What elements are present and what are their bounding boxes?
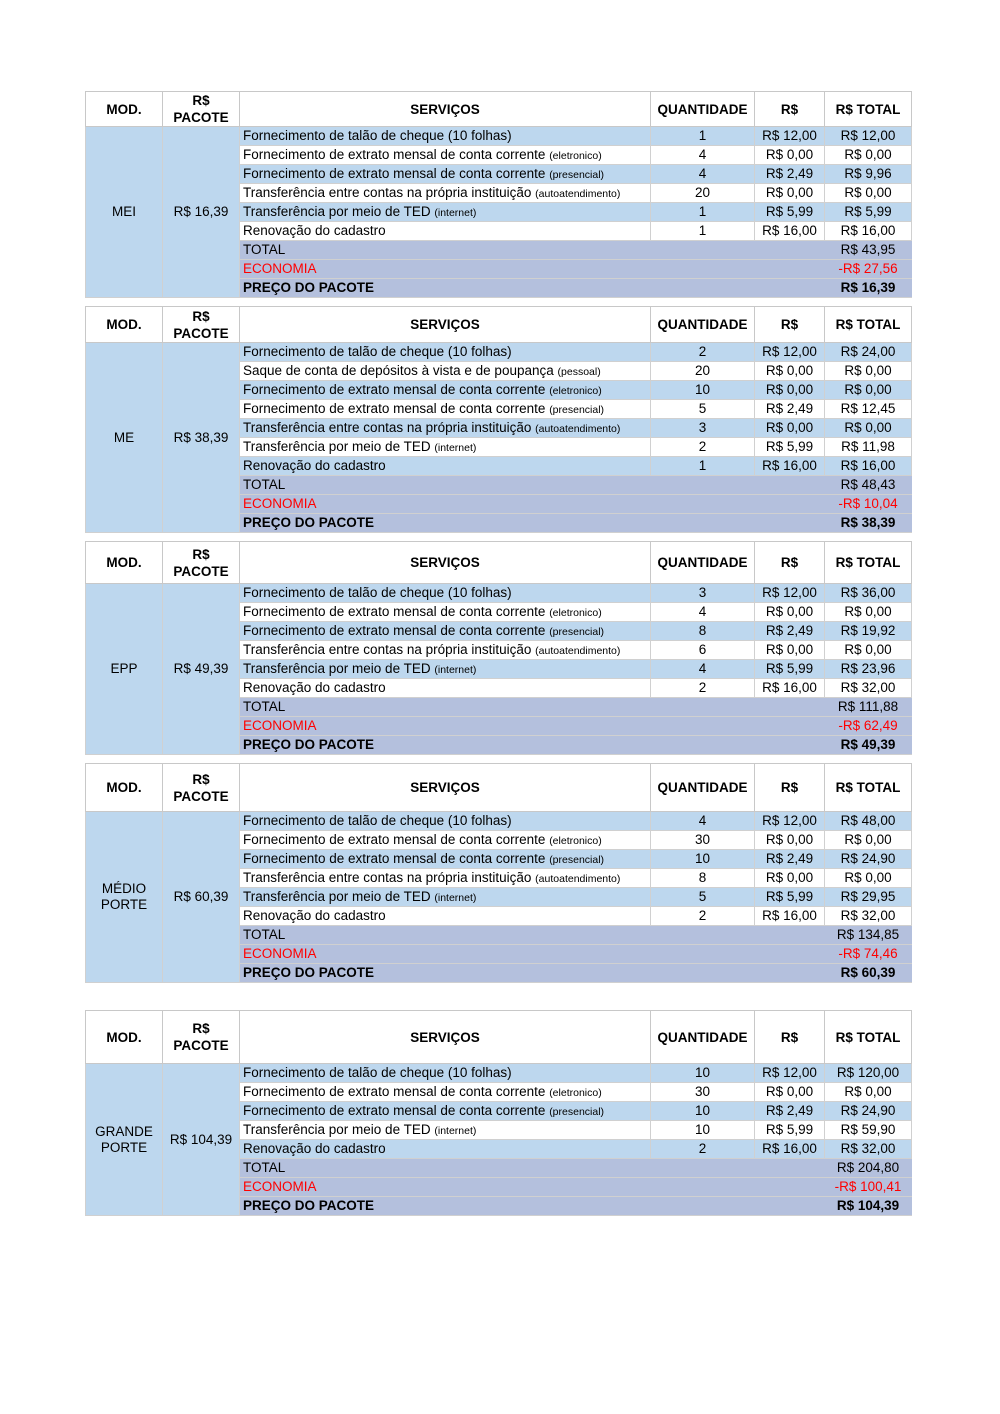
service-cell [240,146,651,165]
economia-row-label: ECONOMIA [240,717,825,736]
unit-price-cell: R$ 16,00 [755,907,825,926]
row-total-cell: R$ 0,00 [825,362,912,381]
row-total-cell: R$ 0,00 [825,419,912,438]
service-name: Transferência entre contas na própria instituição [243,184,532,200]
unit-price-cell: R$ 0,00 [755,362,825,381]
mod-label: EPP [86,584,163,755]
service-cell [240,641,651,660]
package-table-3 [85,763,912,983]
quantity-cell: 20 [651,362,755,381]
table-row [86,812,912,831]
service-cell [240,343,651,362]
row-total-cell: R$ 0,00 [825,641,912,660]
unit-price-cell: R$ 0,00 [755,869,825,888]
service-note: (eletronico) [549,606,602,619]
economia-row-value: -R$ 10,04 [825,495,912,514]
row-total-cell: R$ 5,99 [825,203,912,222]
header-total: R$ TOTAL [825,307,912,343]
preco-pacote-row-value: R$ 60,39 [825,964,912,983]
unit-price-cell: R$ 12,00 [755,343,825,362]
header-mod: MOD. [86,92,163,127]
service-name: Fornecimento de extrato mensal de conta corrente [243,603,546,619]
service-note: (eletronico) [549,149,602,162]
service-cell [240,362,651,381]
unit-price-cell: R$ 2,49 [755,622,825,641]
service-note: (presencial) [549,403,605,416]
service-name: Transferência entre contas na própria instituição [243,419,532,435]
quantity-cell: 1 [651,127,755,146]
service-name: Fornecimento de extrato mensal de conta corrente [243,850,546,866]
table-header-row [86,764,912,812]
service-cell [240,622,651,641]
header-pacote: R$ PACOTE [163,542,240,584]
service-note: (pessoal) [557,365,601,378]
service-note: (eletronico) [549,834,602,847]
service-note: (eletronico) [549,384,602,397]
service-name: Fornecimento de extrato mensal de conta corrente [243,1102,546,1118]
unit-price-cell: R$ 5,99 [755,1121,825,1140]
unit-price-cell: R$ 5,99 [755,438,825,457]
row-total-cell: R$ 0,00 [825,831,912,850]
economia-row-value: -R$ 62,49 [825,717,912,736]
row-total-cell: R$ 24,90 [825,850,912,869]
quantity-cell: 2 [651,1140,755,1159]
economia-row-value: -R$ 100,41 [825,1178,912,1197]
service-cell [240,888,651,907]
unit-price-cell: R$ 2,49 [755,850,825,869]
service-note: (internet) [434,891,477,904]
table-row [86,343,912,362]
service-cell [240,1064,651,1083]
row-total-cell: R$ 32,00 [825,1140,912,1159]
row-total-cell: R$ 16,00 [825,457,912,476]
row-total-cell: R$ 12,45 [825,400,912,419]
service-note: (autoatendimento) [535,422,621,435]
row-total-cell: R$ 59,90 [825,1121,912,1140]
total-row-value: R$ 43,95 [825,241,912,260]
package-table-2 [85,541,912,755]
table-row [86,584,912,603]
service-name: Renovação do cadastro [243,908,386,923]
service-cell [240,660,651,679]
row-total-cell: R$ 16,00 [825,222,912,241]
service-name: Transferência entre contas na própria instituição [243,869,532,885]
row-total-cell: R$ 120,00 [825,1064,912,1083]
service-note: (internet) [434,1124,477,1137]
unit-price-cell: R$ 0,00 [755,831,825,850]
quantity-cell: 2 [651,679,755,698]
total-row-label: TOTAL [240,926,825,945]
pacote-price: R$ 60,39 [163,812,240,983]
unit-price-cell: R$ 0,00 [755,146,825,165]
quantity-cell: 30 [651,1083,755,1102]
service-name: Transferência por meio de TED [243,438,431,454]
service-cell [240,869,651,888]
header-quantidade: QUANTIDADE [651,92,755,127]
unit-price-cell: R$ 0,00 [755,419,825,438]
quantity-cell: 1 [651,203,755,222]
total-row-label: TOTAL [240,1159,825,1178]
unit-price-cell: R$ 2,49 [755,400,825,419]
service-name: Fornecimento de extrato mensal de conta corrente [243,622,546,638]
row-total-cell: R$ 24,00 [825,343,912,362]
service-note: (presencial) [549,625,605,638]
quantity-cell: 4 [651,165,755,184]
quantity-cell: 1 [651,457,755,476]
service-cell [240,457,651,476]
quantity-cell: 10 [651,1121,755,1140]
total-row-label: TOTAL [240,698,825,717]
quantity-cell: 5 [651,888,755,907]
mod-label: GRANDE PORTE [86,1064,163,1216]
table-header-row [86,307,912,343]
service-name: Renovação do cadastro [243,680,386,695]
unit-price-cell: R$ 2,49 [755,1102,825,1121]
service-cell [240,184,651,203]
service-name: Renovação do cadastro [243,223,386,238]
unit-price-cell: R$ 2,49 [755,165,825,184]
mod-label: MEI [86,127,163,298]
preco-pacote-row-label: PREÇO DO PACOTE [240,1197,825,1216]
service-name: Fornecimento de extrato mensal de conta corrente [243,381,546,397]
header-servicos: SERVIÇOS [240,307,651,343]
service-note: (autoatendimento) [535,644,621,657]
header-preco: R$ [755,307,825,343]
header-pacote: R$ PACOTE [163,307,240,343]
quantity-cell: 3 [651,419,755,438]
mod-label: MÉDIO PORTE [86,812,163,983]
service-cell [240,400,651,419]
total-row-value: R$ 111,88 [825,698,912,717]
quantity-cell: 5 [651,400,755,419]
header-total: R$ TOTAL [825,1011,912,1064]
header-preco: R$ [755,542,825,584]
service-note: (internet) [434,206,477,219]
header-mod: MOD. [86,1011,163,1064]
preco-pacote-row-value: R$ 16,39 [825,279,912,298]
header-total: R$ TOTAL [825,92,912,127]
service-cell [240,679,651,698]
service-cell [240,419,651,438]
service-cell [240,127,651,146]
header-quantidade: QUANTIDADE [651,1011,755,1064]
service-cell [240,812,651,831]
service-note: (internet) [434,663,477,676]
service-name: Saque de conta de depósitos à vista e de poupança [243,362,554,378]
service-note: (presencial) [549,168,605,181]
row-total-cell: R$ 11,98 [825,438,912,457]
quantity-cell: 4 [651,812,755,831]
service-name: Transferência entre contas na própria instituição [243,641,532,657]
header-mod: MOD. [86,764,163,812]
row-total-cell: R$ 32,00 [825,679,912,698]
mod-label: ME [86,343,163,533]
service-note: (autoatendimento) [535,872,621,885]
total-row-label: TOTAL [240,241,825,260]
service-name: Fornecimento de talão de cheque (10 folhas) [243,1065,512,1080]
service-note: (eletronico) [549,1086,602,1099]
service-name: Transferência por meio de TED [243,888,431,904]
service-cell [240,907,651,926]
unit-price-cell: R$ 12,00 [755,127,825,146]
service-name: Fornecimento de extrato mensal de conta corrente [243,146,546,162]
quantity-cell: 4 [651,603,755,622]
total-row-value: R$ 134,85 [825,926,912,945]
unit-price-cell: R$ 0,00 [755,641,825,660]
header-total: R$ TOTAL [825,542,912,584]
service-cell [240,850,651,869]
unit-price-cell: R$ 5,99 [755,888,825,907]
economia-row-value: -R$ 27,56 [825,260,912,279]
row-total-cell: R$ 0,00 [825,869,912,888]
unit-price-cell: R$ 12,00 [755,1064,825,1083]
row-total-cell: R$ 0,00 [825,603,912,622]
quantity-cell: 4 [651,146,755,165]
economia-row-label: ECONOMIA [240,1178,825,1197]
row-total-cell: R$ 0,00 [825,1083,912,1102]
row-total-cell: R$ 0,00 [825,184,912,203]
unit-price-cell: R$ 5,99 [755,203,825,222]
package-table-4 [85,1010,912,1216]
header-quantidade: QUANTIDADE [651,307,755,343]
table-header-row [86,92,912,127]
service-note: (presencial) [549,1105,605,1118]
header-quantidade: QUANTIDADE [651,764,755,812]
total-row-value: R$ 204,80 [825,1159,912,1178]
row-total-cell: R$ 24,90 [825,1102,912,1121]
service-cell [240,203,651,222]
service-cell [240,603,651,622]
quantity-cell: 6 [651,641,755,660]
quantity-cell: 8 [651,622,755,641]
header-pacote: R$ PACOTE [163,764,240,812]
header-servicos: SERVIÇOS [240,542,651,584]
quantity-cell: 4 [651,660,755,679]
row-total-cell: R$ 9,96 [825,165,912,184]
unit-price-cell: R$ 0,00 [755,603,825,622]
preco-pacote-row-value: R$ 104,39 [825,1197,912,1216]
header-servicos: SERVIÇOS [240,1011,651,1064]
row-total-cell: R$ 0,00 [825,146,912,165]
row-total-cell: R$ 19,92 [825,622,912,641]
service-name: Fornecimento de extrato mensal de conta corrente [243,400,546,416]
preco-pacote-row-label: PREÇO DO PACOTE [240,964,825,983]
table-row [86,1064,912,1083]
header-pacote: R$ PACOTE [163,1011,240,1064]
pacote-price: R$ 104,39 [163,1064,240,1216]
unit-price-cell: R$ 12,00 [755,812,825,831]
total-row-value: R$ 48,43 [825,476,912,495]
header-preco: R$ [755,764,825,812]
unit-price-cell: R$ 0,00 [755,184,825,203]
quantity-cell: 1 [651,222,755,241]
quantity-cell: 10 [651,1102,755,1121]
quantity-cell: 30 [651,831,755,850]
header-servicos: SERVIÇOS [240,764,651,812]
service-cell [240,1121,651,1140]
row-total-cell: R$ 23,96 [825,660,912,679]
service-cell [240,1102,651,1121]
service-name: Fornecimento de extrato mensal de conta corrente [243,1083,546,1099]
economia-row-label: ECONOMIA [240,260,825,279]
row-total-cell: R$ 29,95 [825,888,912,907]
header-total: R$ TOTAL [825,764,912,812]
quantity-cell: 8 [651,869,755,888]
service-cell [240,438,651,457]
service-note: (internet) [434,441,477,454]
service-cell [240,1140,651,1159]
unit-price-cell: R$ 16,00 [755,679,825,698]
service-cell [240,381,651,400]
header-preco: R$ [755,1011,825,1064]
unit-price-cell: R$ 16,00 [755,222,825,241]
preco-pacote-row-label: PREÇO DO PACOTE [240,736,825,755]
table-header-row [86,542,912,584]
service-name: Transferência por meio de TED [243,1121,431,1137]
preco-pacote-row-label: PREÇO DO PACOTE [240,514,825,533]
service-name: Renovação do cadastro [243,458,386,473]
service-name: Transferência por meio de TED [243,660,431,676]
economia-row-value: -R$ 74,46 [825,945,912,964]
service-name: Fornecimento de extrato mensal de conta corrente [243,165,546,181]
pacote-price: R$ 38,39 [163,343,240,533]
row-total-cell: R$ 48,00 [825,812,912,831]
economia-row-label: ECONOMIA [240,495,825,514]
service-name: Fornecimento de talão de cheque (10 folhas) [243,585,512,600]
row-total-cell: R$ 0,00 [825,381,912,400]
table-row [86,127,912,146]
header-pacote: R$ PACOTE [163,92,240,127]
unit-price-cell: R$ 5,99 [755,660,825,679]
economia-row-label: ECONOMIA [240,945,825,964]
unit-price-cell: R$ 0,00 [755,381,825,400]
quantity-cell: 10 [651,381,755,400]
header-preco: R$ [755,92,825,127]
header-quantidade: QUANTIDADE [651,542,755,584]
unit-price-cell: R$ 0,00 [755,1083,825,1102]
pacote-price: R$ 16,39 [163,127,240,298]
service-name: Transferência por meio de TED [243,203,431,219]
service-note: (autoatendimento) [535,187,621,200]
header-mod: MOD. [86,542,163,584]
total-row-label: TOTAL [240,476,825,495]
service-name: Renovação do cadastro [243,1141,386,1156]
service-name: Fornecimento de talão de cheque (10 folhas) [243,344,512,359]
header-servicos: SERVIÇOS [240,92,651,127]
quantity-cell: 20 [651,184,755,203]
quantity-cell: 2 [651,343,755,362]
service-cell [240,584,651,603]
quantity-cell: 10 [651,1064,755,1083]
header-mod: MOD. [86,307,163,343]
unit-price-cell: R$ 16,00 [755,457,825,476]
unit-price-cell: R$ 16,00 [755,1140,825,1159]
table-header-row [86,1011,912,1064]
row-total-cell: R$ 32,00 [825,907,912,926]
service-cell [240,222,651,241]
service-note: (presencial) [549,853,605,866]
service-cell [240,165,651,184]
package-table-0 [85,91,912,298]
service-cell [240,1083,651,1102]
service-cell [240,831,651,850]
preco-pacote-row-value: R$ 38,39 [825,514,912,533]
pacote-price: R$ 49,39 [163,584,240,755]
quantity-cell: 10 [651,850,755,869]
row-total-cell: R$ 36,00 [825,584,912,603]
package-table-1 [85,306,912,533]
service-name: Fornecimento de talão de cheque (10 folhas) [243,813,512,828]
service-name: Fornecimento de talão de cheque (10 folhas) [243,128,512,143]
quantity-cell: 2 [651,907,755,926]
preco-pacote-row-value: R$ 49,39 [825,736,912,755]
quantity-cell: 3 [651,584,755,603]
row-total-cell: R$ 12,00 [825,127,912,146]
preco-pacote-row-label: PREÇO DO PACOTE [240,279,825,298]
service-name: Fornecimento de extrato mensal de conta corrente [243,831,546,847]
unit-price-cell: R$ 12,00 [755,584,825,603]
quantity-cell: 2 [651,438,755,457]
